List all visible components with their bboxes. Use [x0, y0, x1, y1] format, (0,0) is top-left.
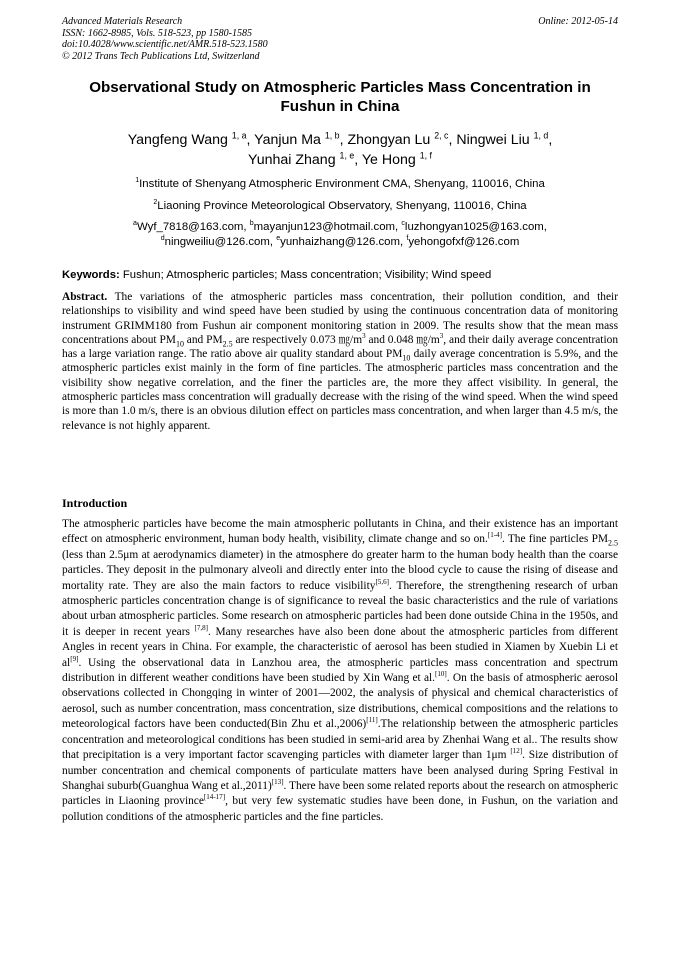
abstract-label: Abstract. [62, 291, 108, 303]
citation: [7,8] [194, 624, 209, 633]
keywords-label: Keywords: [62, 269, 120, 281]
affiliation-mark: 1 [135, 177, 140, 185]
email-link[interactable]: luzhongyan1025@163.com [404, 221, 544, 233]
email-link[interactable]: Wyf_7818@163.com [136, 221, 244, 233]
email-link[interactable]: yunhaizhang@126.com [280, 235, 401, 248]
subscript: 10 [402, 353, 411, 363]
citation: [12] [510, 747, 523, 756]
email-link[interactable]: yehongofxf@126.com [408, 235, 520, 248]
author-affiliation-mark: 1, f [419, 150, 432, 161]
keywords-text: Fushun; Atmospheric particles; Mass concentration; Visibility; Wind speed [119, 269, 492, 281]
author-affiliation-mark: 2, c [434, 130, 449, 141]
citation: [9] [70, 654, 79, 663]
citation: [1-4] [487, 531, 502, 540]
citation: [13] [271, 778, 284, 787]
title-line-2: Fushun in China [280, 98, 400, 115]
keywords-line [62, 268, 618, 282]
journal-name: Advanced Materials Research [62, 16, 183, 27]
abstract-text: and PM [183, 333, 223, 346]
intro-text: , but very few systematic studies have been done, in Fushun, on the variation and pollution conditions of the atmospheric particles and the fine particles. [62, 795, 618, 823]
email-mark: f [406, 234, 409, 242]
author-affiliation-mark: 1, d [533, 130, 549, 141]
intro-text: .The relationship between the atmospheric particles concentration and meteorological conditions has been studied in semi-arid area by Zhenhai Wang et al.. The results show that precipitation is a very important factor scavenging particles with diameter larger than 1μm [62, 718, 618, 762]
email-link[interactable]: mayanjun123@hotmail.com [253, 221, 396, 233]
author-name: Yunhai Zhang [248, 152, 336, 168]
online-date: Online: 2012-05-14 [538, 16, 618, 27]
abstract-text: , and their daily average concentration has a large variation range. The ratio above air quality standard about PM [62, 333, 619, 361]
author-name: Yangfeng Wang [127, 132, 228, 148]
subscript: 2.5 [222, 339, 233, 349]
intro-text: . There have been some related reports about the research on atmospheric particles in Liaoning province [62, 779, 619, 808]
citation: [14-17] [203, 793, 226, 802]
abstract-text: daily average concentration is 5.9%, and the atmospheric particles exist mainly in the form of fine particles. The atmospheric particles mass concentration and the visibility show negative correlation, and the finer the particles are, the more they affect visibility. In general, the atmospheric particles mass concentration will gradually decrease with the rising of the wind speed. When the wind speed is more than 1.0 m/s, there is an obvious dilution effect on particles mass concentration, and when larger than 4.5 m/s, the relevance is not highly apparent. [62, 348, 618, 432]
intro-text: . On the basis of atmospheric aerosol observations collected in Chongqing in winter of 2001—2002, the analysis of physical and chemical characteristics of aerosol, such as number concentration, mass concentration, size distributions, chemical compositions and the relations to meteorological factors have been conducted(Bin Zhu et al.,2006) [62, 672, 618, 731]
email-mark: d [160, 234, 165, 242]
affiliation-1 [62, 177, 618, 191]
superscript: 3 [362, 332, 366, 341]
author-affiliation-mark: 1, a [231, 130, 247, 141]
author-affiliation-mark: 1, e [339, 150, 355, 161]
author-affiliation-mark: 1, b [324, 130, 340, 141]
subscript: 10 [175, 339, 184, 349]
email-mark: b [249, 220, 254, 228]
affiliation-mark: 2 [153, 199, 158, 207]
superscript: 3 [439, 332, 444, 341]
affiliation-2 [62, 199, 618, 213]
abstract-text: are respectively 0.073 ㎎/m [232, 333, 363, 346]
email-list: $^a$Wyf_7818@163.com, $^b$mayanjun123@hotmail.com, $^c$luzhongyan1025@163.com, $^d$ningweiliu@126.com, $^e$yunhaizhang@126.com, $^f$yehongofxf@126.com [133, 220, 547, 248]
author-list: Yangfeng Wang $^{1, a}$, Yanjun Ma $^{1, b}$, Zhongyan Lu $^{2, c}$, Ningwei Liu $^{1, d}$, Yunhai Zhang $^{1, e}$, Ye Hong $^{1, f}$ [127, 130, 553, 168]
paper-title [62, 78, 618, 116]
journal-header [62, 16, 618, 62]
subscript: 2.5 [608, 538, 619, 548]
intro-text: . Using the observational data in Lanzhou area, the atmospheric particles mass concentration and spectrum distribution in different weather conditions have been studied by Xin Wang et al. [62, 656, 618, 685]
affiliation-text: Liaoning Province Meteorological Observatory, Shenyang, 110016, China [157, 200, 527, 212]
author-name: Zhongyan Lu [347, 132, 431, 148]
email-mark: e [276, 234, 281, 242]
title-line-1: Observational Study on Atmospheric Particles Mass Concentration in [89, 79, 591, 96]
introduction-paragraph [62, 517, 618, 825]
affiliation-text: Institute of Shenyang Atmospheric Environment CMA, Shenyang, 110016, China [139, 178, 545, 190]
author-name: Ningwei Liu [456, 132, 530, 148]
intro-text: The atmospheric particles have become the main atmospheric pollutants in China, and their existence has an important effect on atmospheric environment, human body health, visibility, climate change and so on. [62, 518, 618, 546]
abstract-text: The variations of the atmospheric particles mass concentration, their pollution condition, and their relationships to visibility and wind speed have been studied by using the continuous concentration data of monitoring instrument GRIMM180 from Fushun air component monitoring station in 2009. The results show that the mean mass concentrations about PM [62, 291, 618, 346]
email-mark: c [401, 220, 405, 228]
intro-text: (less than 2.5μm at aerodynamics diameter) in the atmosphere do greater harm to the human body health than the coarse particles. They deposit in the pulmonary alveoli and directly enter into the blood cycle to cause the rising of disease and mortality rate. They are also the main factors to reduce visibility [62, 548, 618, 592]
abstract-paragraph [62, 290, 618, 433]
issn-line: ISSN: 1662-8985, Vols. 518-523, pp 1580-1585 [62, 27, 252, 39]
doi-line: doi:10.4028/www.scientific.net/AMR.518-523.1580 [62, 39, 268, 51]
email-link[interactable]: ningweiliu@126.com [164, 235, 270, 248]
citation: [11] [366, 716, 378, 725]
copyright-line: © 2012 Trans Tech Publications Ltd, Switzerland [62, 50, 260, 62]
author-name: Ye Hong [361, 152, 416, 168]
author-name: Yanjun Ma [254, 132, 321, 148]
abstract-text: and 0.048 ㎎/m [365, 333, 440, 346]
intro-text: . Therefore, the strengthening research of urban atmospheric particles concentration change is of significance to reveal the basic characteristics and the rule of variations about urban atmospheric particles. Some research on atmospheric particles had been done outside China in the 1950s, and it is deeper in recent years [62, 579, 618, 638]
intro-text: . The fine particles PM [501, 533, 609, 546]
citation: [10] [435, 670, 447, 679]
intro-text: . Size distribution of number concentration and chemical components of particulate matters have been analysed during Spring Festival in Shanghai suburb(Guanghua Wang et al.,2011) [62, 749, 618, 792]
section-heading: Introduction [62, 496, 128, 510]
email-mark: a [133, 220, 137, 228]
citation: [5,6] [375, 577, 389, 586]
intro-text: . Many researches have also been done about the atmospheric particles from different Angles in recent years in China. For example, the characteristic of aerosol has been studied in Xiamen by Xuebin Li et al [62, 625, 618, 669]
